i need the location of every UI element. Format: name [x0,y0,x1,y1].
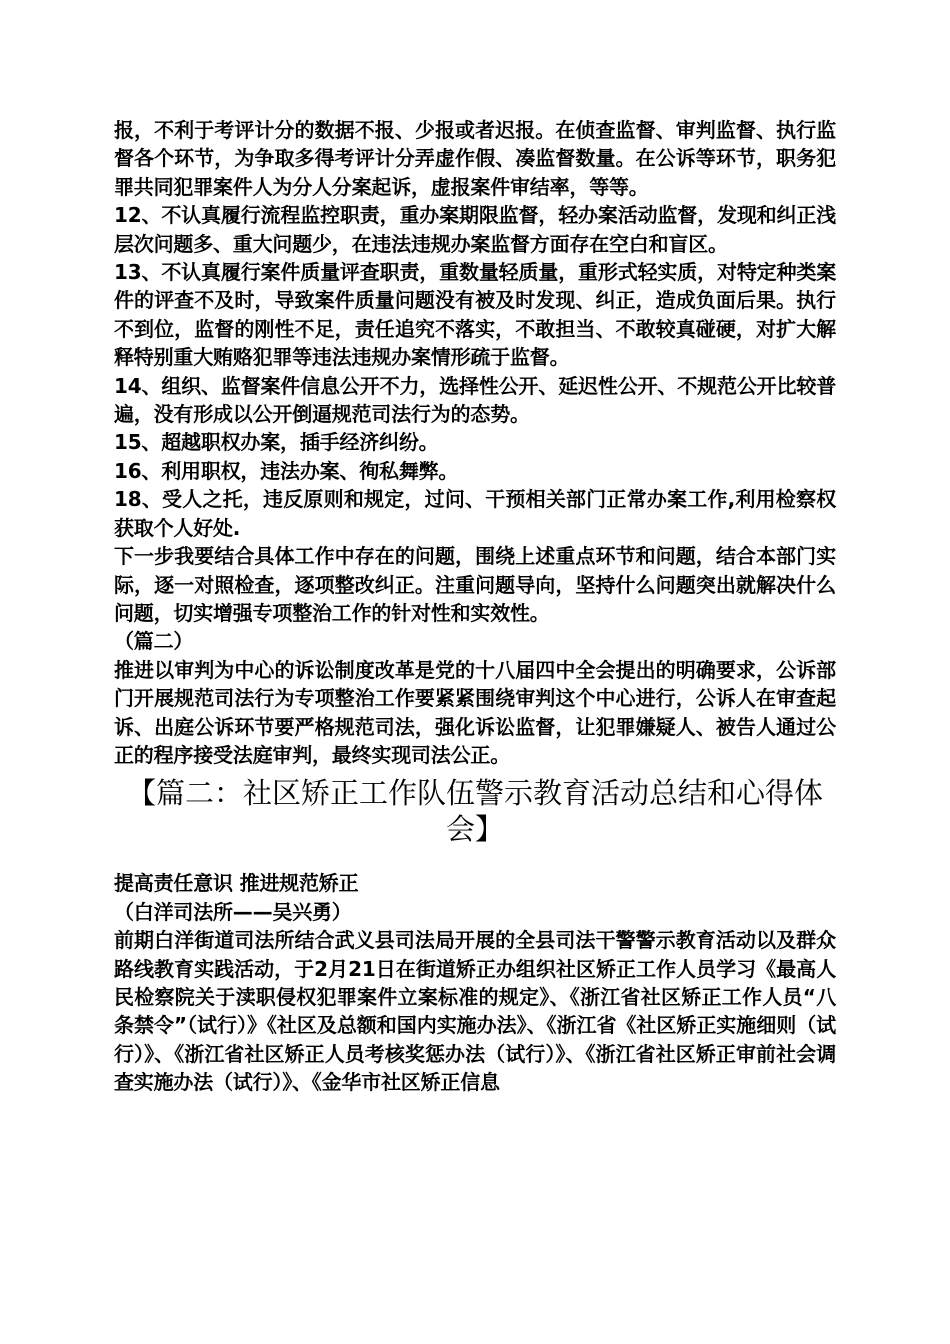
section-label: （篇二） [114,629,194,654]
paragraph: 推进以审判为中心的诉讼制度改革是党的十八届四中全会提出的明确要求，公诉部门开展规范司法行为专项整治工作要紧紧围绕审判这个中心进行，公诉人在审查起诉、出庭公诉环节要严格规范司法，强化诉讼监督，让犯罪嫌疑人、被告人通过公正的程序接受法庭审判，最终实现司法公正。 [114,657,836,767]
document-body [114,116,836,1097]
author-line: （白洋司法所——吴兴勇） [114,899,352,924]
paragraph: 18、受人之托，违反原则和规定，过问、干预相关部门正常办案工作,利用检察权获取个人好处. [114,487,836,540]
paragraph: 13、不认真履行案件质量评查职责，重数量轻质量，重形式轻实质，对特定种类案件的评查不及时，导致案件质量问题没有被及时发现、纠正，造成负面后果。执行不到位，监督的刚性不足，责任追究不落实，不敢担当、不敢较真碰硬，对扩大解释特别重大贿赂犯罪等违法违规办案情形疏于监督。 [114,260,836,370]
paragraph: 16、利用职权，违法办案、徇私舞弊。 [114,458,459,483]
paragraph: 14、组织、监督案件信息公开不力，选择性公开、延迟性公开、不规范公开比较普遍，没有形成以公开倒逼规范司法行为的态势。 [114,373,836,427]
paragraph: 下一步我要结合具体工作中存在的问题，围绕上述重点环节和问题，结合本部门实际，逐一对照检查，逐项整改纠正。注重问题导向，坚持什么问题突出就解决什么问题，切实增强专项整治工作的针对性和实效性。 [114,544,836,625]
subtitle: 提高责任意识 推进规范矫正 [114,871,359,896]
paragraph: 前期白洋街道司法所结合武义县司法局开展的全县司法干警警示教育活动以及群众路线教育实践活动，于2月21日在街道矫正办组织社区矫正工作人员学习《最高人民检察院关于渎职侵权犯罪案件立案标准的规定》、《浙江省社区矫正工作人员“八条禁令”（试行）》《社区及总额和国内实施办法》、《浙江省《社区矫正实施细则（试行）》、《浙江省社区矫正人员考核奖惩办法（试行）》、《浙江省社区矫正审前社会调查实施办法（试行）》、《金华市社区矫正信息 [114,928,836,1095]
paragraph: 报，不利于考评计分的数据不报、少报或者迟报。在侦查监督、审判监督、执行监督各个环节，为争取多得考评计分弄虚作假、凑监督数量。在公诉等环节，职务犯罪共同犯罪案件人为分人分案起诉，虚报案件审结率，等等。 [114,118,836,199]
paragraph: 12、不认真履行流程监控职责，重办案期限监督，轻办案活动监督，发现和纠正浅层次问题多、重大问题少，在违法违规办案监督方面存在空白和盲区。 [114,203,836,256]
section-heading: 【篇二：社区矫正工作队伍警示教育活动总结和心得体会】 [126,776,823,847]
paragraph: 15、超越职权办案，插手经济纠纷。 [114,430,439,455]
